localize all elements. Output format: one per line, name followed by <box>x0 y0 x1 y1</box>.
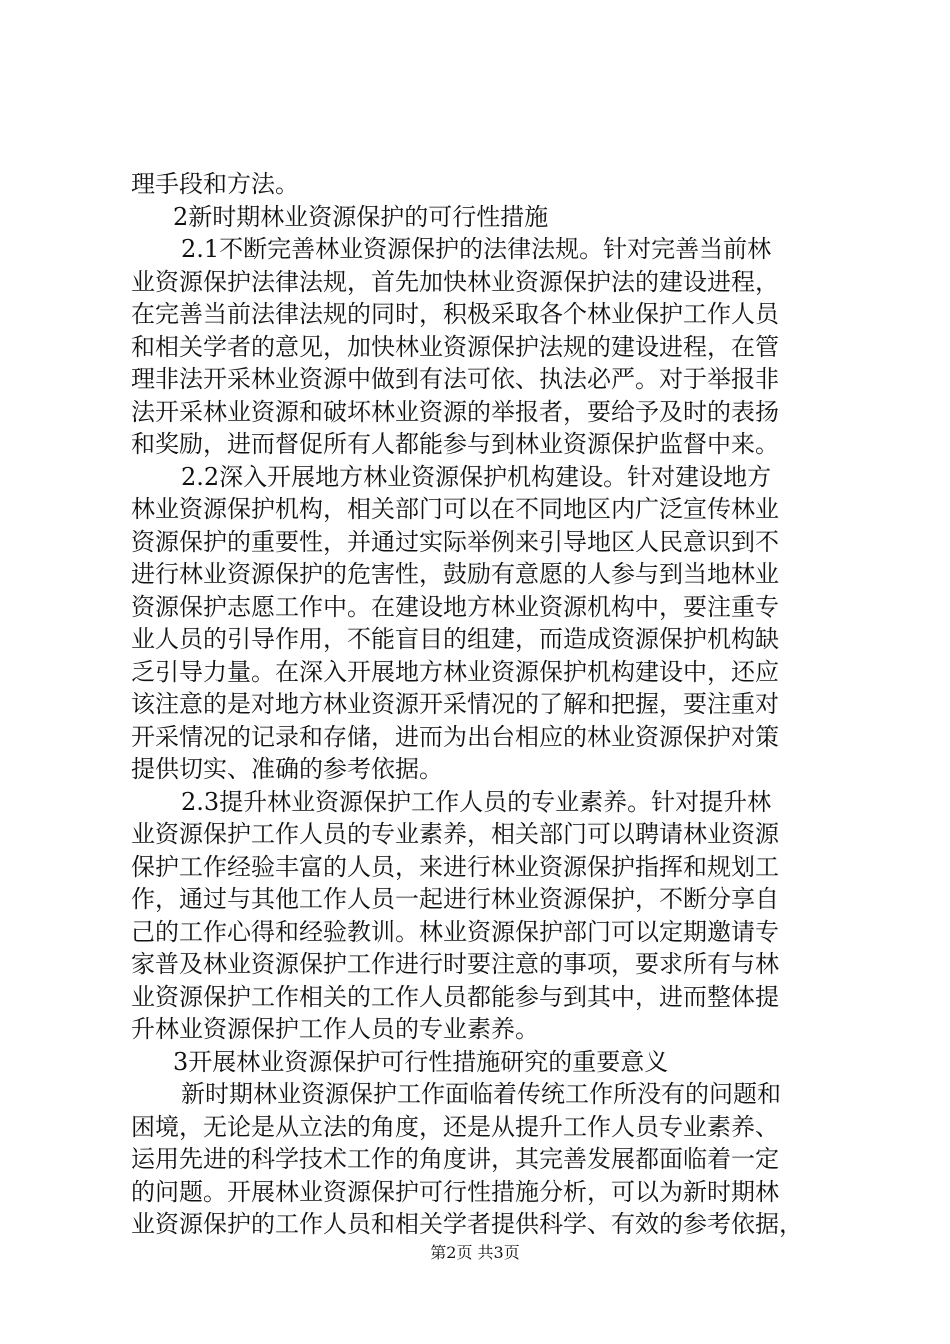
text-line: 升林业资源保护工作人员的专业素养。 <box>131 1015 539 1043</box>
text-line: 和相关学者的意见，加快林业资源保护法规的建设进程，在管 <box>131 332 779 361</box>
text-line: 作，通过与其他工作人员一起进行林业资源保护，不断分享自 <box>131 885 779 913</box>
text-line: 业资源保护的工作人员和相关学者提供科学、有效的参考依据， <box>131 1210 803 1238</box>
text-line: 2.2深入开展地方林业资源保护机构建设。针对建设地方 <box>181 462 772 491</box>
text-line: 和奖励，进而督促所有人都能参与到林业资源保护监督中来。 <box>131 430 779 458</box>
text-line: 新时期林业资源保护工作面临着传统工作所没有的问题和 <box>181 1080 781 1108</box>
text-line: 理手段和方法。 <box>131 170 299 198</box>
text-line: 保护工作经验丰富的人员，来进行林业资源保护指挥和规划工 <box>131 852 779 881</box>
text-line: 业资源保护工作人员的专业素养，相关部门可以聘请林业资源 <box>131 820 779 848</box>
text-line: 提供切实、准确的参考依据。 <box>131 755 443 783</box>
text-line: 法开采林业资源和破坏林业资源的举报者，要给予及时的表扬 <box>131 397 779 426</box>
text-line: 资源保护志愿工作中。在建设地方林业资源机构中，要注重专 <box>131 592 779 621</box>
text-line: 2.1不断完善林业资源保护的法律法规。针对完善当前林 <box>181 235 772 263</box>
text-line: 资源保护的重要性，并通过实际举例来引导地区人民意识到不 <box>131 527 779 556</box>
text-line: 业人员的引导作用，不能盲目的组建，而造成资源保护机构缺 <box>131 625 779 653</box>
section-heading-line: 3开展林业资源保护可行性措施研究的重要意义 <box>173 1047 669 1076</box>
text-line: 在完善当前法律法规的同时，积极采取各个林业保护工作人员 <box>131 300 779 328</box>
text-line: 2.3提升林业资源保护工作人员的专业素养。针对提升林 <box>181 787 772 816</box>
text-line: 困境，无论是从立法的角度，还是从提升工作人员专业素养、 <box>131 1112 779 1141</box>
text-line: 运用先进的科学技术工作的角度讲，其完善发展都面临着一定 <box>131 1145 779 1173</box>
text-line: 林业资源保护机构，相关部门可以在不同地区内广泛宣传林业 <box>131 495 779 523</box>
page-footer <box>0 1243 950 1263</box>
text-line: 家普及林业资源保护工作进行时要注意的事项，要求所有与林 <box>131 950 779 978</box>
text-line: 该注意的是对地方林业资源开采情况的了解和把握，要注重对 <box>131 690 779 718</box>
text-line: 进行林业资源保护的危害性，鼓励有意愿的人参与到当地林业 <box>131 560 779 588</box>
page-number-label: 第2页 共3页 <box>430 1243 520 1262</box>
text-line: 己的工作心得和经验教训。林业资源保护部门可以定期邀请专 <box>131 917 779 946</box>
text-line: 业资源保护工作相关的工作人员都能参与到其中，进而整体提 <box>131 982 779 1011</box>
text-line: 乏引导力量。在深入开展地方林业资源保护机构建设中，还应 <box>131 657 779 686</box>
section-heading-line: 2新时期林业资源保护的可行性措施 <box>173 202 549 231</box>
text-line: 业资源保护法律法规，首先加快林业资源保护法的建设进程， <box>131 267 779 296</box>
text-line: 的问题。开展林业资源保护可行性措施分析，可以为新时期林 <box>131 1177 779 1206</box>
text-line: 开采情况的记录和存储，进而为出台相应的林业资源保护对策 <box>131 722 779 751</box>
text-line: 理非法开采林业资源中做到有法可依、执法必严。对于举报非 <box>131 365 779 393</box>
document-body <box>131 168 836 1241</box>
